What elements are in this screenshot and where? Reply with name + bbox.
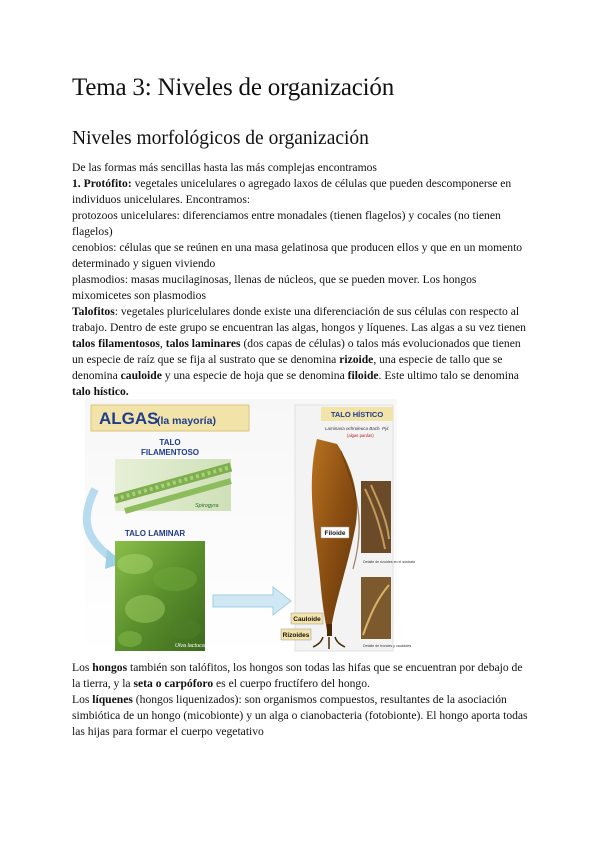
talofitos-text-6: . Este ultimo talo se denomina: [378, 369, 519, 382]
talofitos-text-5: y una especie de hoja que se denomina: [161, 369, 348, 382]
talo-filamentoso-label-1: TALO: [159, 438, 181, 447]
algas-subtitle: (la mayoría): [157, 415, 216, 427]
protofito-term: Protófito:: [83, 177, 132, 190]
kelp-stipe: [327, 624, 332, 636]
liquenes-text-1: Los: [72, 693, 93, 706]
talofitos-term: Talofitos: [72, 305, 115, 318]
hongos-bold-1: hongos: [92, 661, 128, 674]
hongos-paragraph: [72, 660, 532, 692]
talofitos-text-3: (dos capas de células) o talos más evolucionados que tienen un especie de raíz que se fija al sustrato que se denomina: [72, 337, 521, 366]
talofitos-bold-2: talos laminares: [165, 337, 241, 350]
talo-histico-label: TALO HÍSTICO: [330, 410, 384, 419]
cauloide-label: Cauloide: [293, 616, 321, 623]
hongos-text-2: también son talófitos, los hongos son todas las hifas que se encuentran por debajo de la tierra, y la: [72, 661, 523, 690]
detail-caption-2: Detalle de frondes y cauloides: [363, 644, 412, 648]
talofitos-text-1: : vegetales pluricelulares donde existe una diferenciación de sus células con respecto al trabajo. Dentro de este grupo se encuentran las algas, hongos y líquenes. Las algas a su vez tienen: [72, 305, 526, 334]
rizoides-label: Rizoides: [282, 632, 310, 639]
liquenes-bold-1: líquenes: [92, 693, 133, 706]
talofitos-text-4: , una especie de tallo que se denomina: [72, 353, 503, 382]
talofitos-paragraph: [72, 304, 532, 400]
talofitos-bold-1: talos filamentosos: [72, 337, 160, 350]
cenobios-paragraph: cenobios: células que se reúnen en una masa gelatinosa que producen ellos y que en un momento determinado y siguen viviendo: [72, 241, 523, 270]
talo-filamentoso-label-2: FILAMENTOSO: [140, 448, 200, 457]
algae-figure-svg: [85, 399, 416, 656]
talofitos-text-2: ,: [159, 337, 166, 350]
protofito-paragraph: [72, 176, 532, 208]
plasmodios-paragraph: plasmodios: masas mucilaginosas, llenas de núcleos, que se pueden mover. Los hongos mixomicetes son plasmodios: [72, 273, 477, 302]
laminaria-caption: Laminaria ochroleuca Bach. Pyl.: [325, 426, 390, 431]
intro-paragraph: De las formas más sencillas hasta las más complejas encontramos: [72, 161, 377, 174]
laminaria-sub: (algas pardas): [347, 433, 374, 438]
talo-laminar-label: TALO LAMINAR: [124, 529, 186, 538]
section-title: Niveles morfológicos de organización: [72, 128, 369, 149]
talofitos-bold-6: talo hístico.: [72, 385, 129, 398]
ulva-caption: Ulva lactuca: [175, 643, 205, 649]
hongos-text-3: es el cuerpo fructífero del hongo.: [213, 677, 370, 690]
filoide-label: Filoide: [324, 530, 346, 537]
algae-figure: [85, 399, 416, 656]
protofito-text: vegetales unicelulares o agregado laxos de células que pueden descomponerse en individuos unicelulares. Encontramos:: [72, 177, 512, 206]
liquenes-text-2: (hongos liquenizados): son organismos compuestos, resultantes de la asociación simbiótica de un hongo (micobionte) y un alga o cianobacteria (fotobionte). El hongo aporta todas las hijas para formar el cuerpo vegetativo: [72, 693, 528, 738]
algas-title: ALGAS: [99, 409, 159, 428]
spirogyra-caption: Spirogyra: [195, 503, 219, 509]
detail-caption-1: Detalle de rizoides en el sustrato: [363, 560, 416, 564]
hongos-text-1: Los: [72, 661, 93, 674]
body-text-bottom: [72, 660, 532, 740]
body-text-top: [72, 160, 532, 400]
talofitos-bold-3: rizoide: [339, 353, 374, 366]
liquenes-paragraph: [72, 692, 532, 740]
protozoos-paragraph: protozoos unicelulares: diferenciamos entre monadales (tienen flagelos) y cocales (no tienen flagelos): [72, 209, 501, 238]
page-title: Tema 3: Niveles de organización: [72, 74, 395, 101]
talofitos-bold-5: filoide: [347, 369, 379, 382]
protofito-number: 1.: [72, 177, 81, 190]
talofitos-bold-4: cauloide: [120, 369, 162, 382]
hongos-bold-2: seta o carpóforo: [133, 677, 214, 690]
